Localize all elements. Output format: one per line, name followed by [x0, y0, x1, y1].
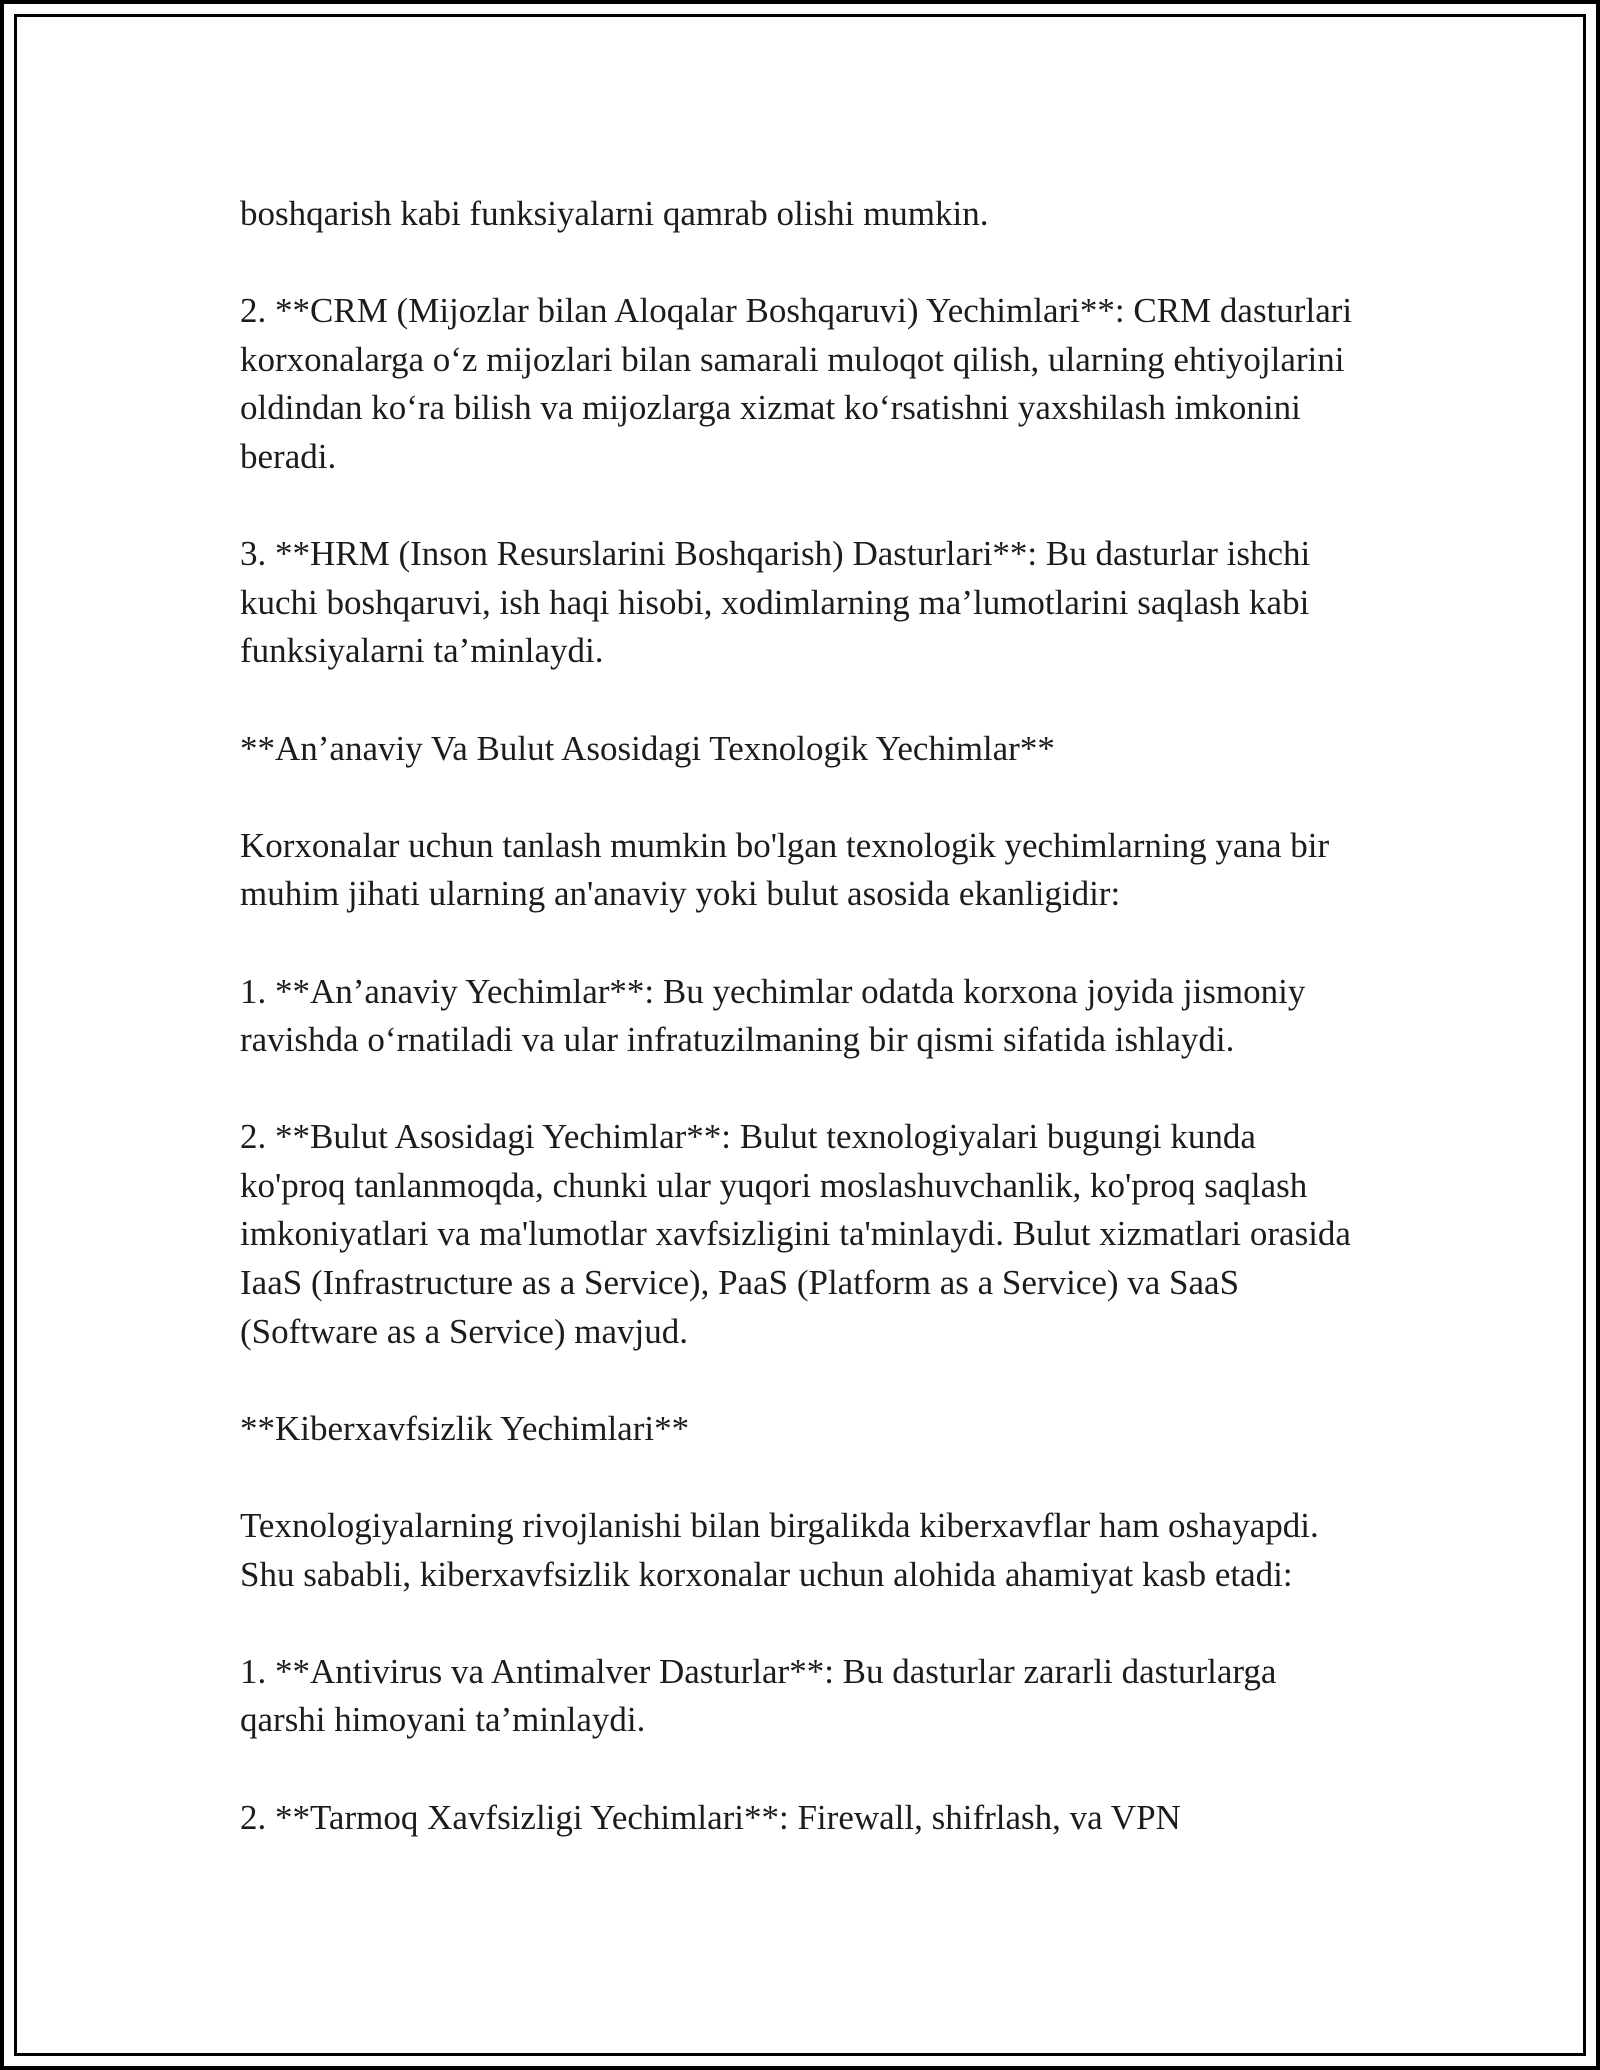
- paragraph-traditional: 1. **An’anaviy Yechimlar**: Bu yechimlar odatda korxona joyida jismoniy ravishda o‘rnatiladi va ular infratuzilmaning bir qismi sifatida ishlaydi.: [240, 971, 1306, 1060]
- paragraph-antivirus: 1. **Antivirus va Antimalver Dasturlar**: Bu dasturlar zararli dasturlarga qarshi himoyani ta’minlaydi.: [240, 1651, 1277, 1740]
- paragraph-intro-solutions: Korxonalar uchun tanlash mumkin bo'lgan texnologik yechimlarning yana bir muhim jihati ularning an'anaviy yoki bulut asosida ekanligidir:: [240, 825, 1330, 914]
- paragraph-cloud: 2. **Bulut Asosidagi Yechimlar**: Bulut texnologiyalari bugungi kunda ko'proq tanlanmoqda, chunki ular yuqori moslashuvchanlik, ko'proq saqlash imkoniyatlari va ma'lumotlar xavfsizligini ta'minlaydi. Bulut xizmatlari orasida IaaS (Infrastructure as a Service), PaaS (Platform as a Service) va SaaS (Software as a Service) mavjud.: [240, 1117, 1351, 1351]
- paragraph-continuation: boshqarish kabi funksiyalarni qamrab olishi mumkin.: [240, 194, 989, 233]
- heading-traditional-cloud: **An’anaviy Va Bulut Asosidagi Texnologik Yechimlar**: [240, 728, 1055, 768]
- paragraph-network-security: 2. **Tarmoq Xavfsizligi Yechimlari**: Firewall, shifrlash, va VPN: [240, 1797, 1181, 1837]
- document-body: [240, 190, 1370, 1891]
- paragraph-cyber-intro: Texnologiyalarning rivojlanishi bilan birgalikda kiberxavflar ham oshayapdi. Shu sababli, kiberxavfsizlik korxonalar uchun alohida ahamiyat kasb etadi:: [240, 1506, 1319, 1594]
- paragraph-crm: 2. **CRM (Mijozlar bilan Aloqalar Boshqaruvi) Yechimlari**: CRM dasturlari korxonalarga o‘z mijozlari bilan samarali muloqot qilish, ularning ehtiyojlarini oldindan ko‘ra bilish va mijozlarga xizmat ko‘rsatishni yaxshilash imkonini beradi.: [240, 291, 1353, 476]
- paragraph-hrm: 3. **HRM (Inson Resurslarini Boshqarish) Dasturlari**: Bu dasturlar ishchi kuchi boshqaruvi, ish haqi hisobi, xodimlarning ma’lumotlarini saqlash kabi funksiyalarni ta’minlaydi.: [240, 534, 1311, 671]
- heading-cybersecurity: **Kiberxavfsizlik Yechimlari**: [240, 1408, 690, 1448]
